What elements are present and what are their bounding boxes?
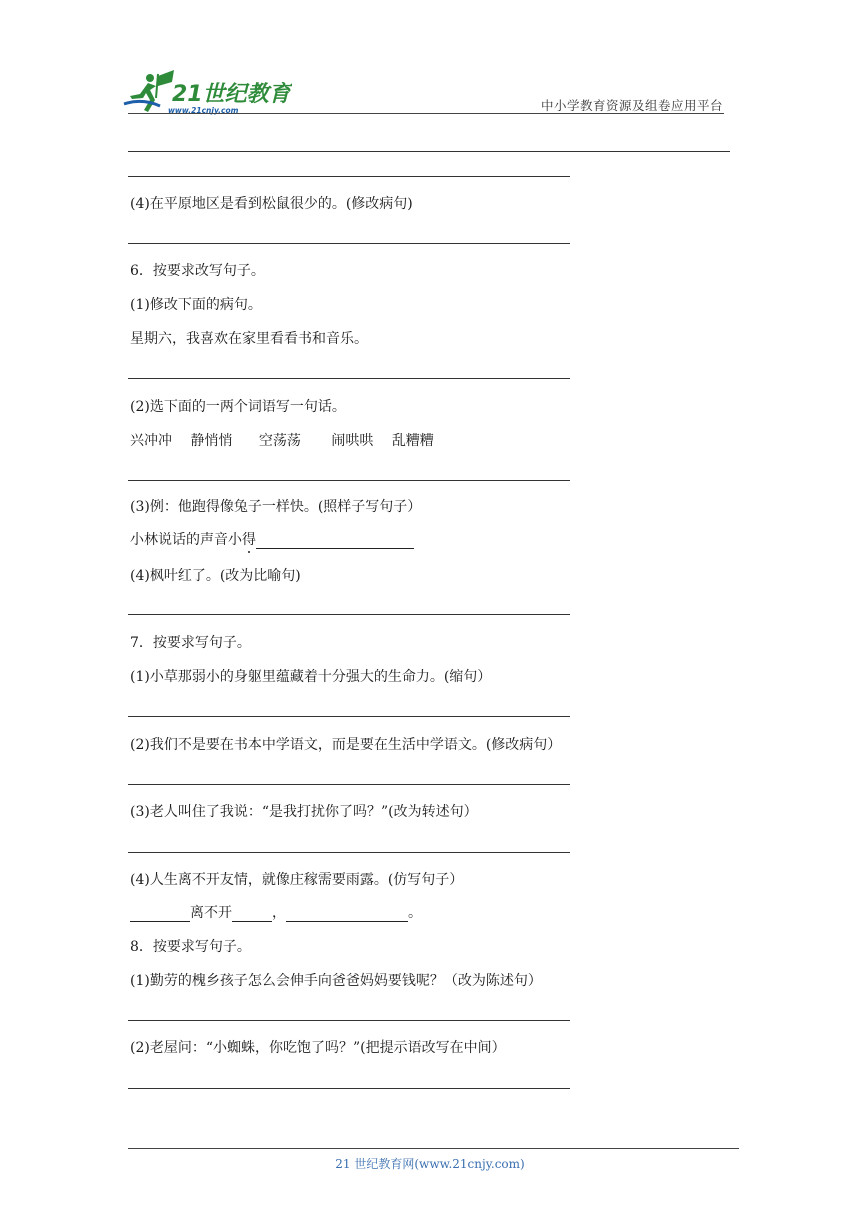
answer-line[interactable] xyxy=(128,1088,570,1089)
answer-line[interactable] xyxy=(128,1020,570,1021)
answer-line[interactable] xyxy=(128,151,730,152)
word-option: 闹哄哄 xyxy=(331,433,374,449)
question-8-1: (1)勤劳的槐乡孩子怎么会伸手向爸爸妈妈要钱呢？（改为陈述句） xyxy=(130,973,542,989)
svg-text:21世纪教育: 21世纪教育 xyxy=(172,82,291,107)
question-7-title: 7．按要求写句子。 xyxy=(130,635,251,651)
question-6-title: 6．按要求改写句子。 xyxy=(130,263,265,279)
fill-blank[interactable] xyxy=(256,534,414,549)
word-option: 静悄悄 xyxy=(190,433,233,449)
word-option: 乱糟糟 xyxy=(391,433,434,449)
question-5-4: (4)在平原地区是看到松鼠很少的。(修改病句) xyxy=(130,196,413,212)
fill-text: 。 xyxy=(408,905,422,921)
answer-line[interactable] xyxy=(128,852,570,853)
footer-divider xyxy=(128,1148,739,1149)
question-6-4: (4)枫叶红了。(改为比喻句) xyxy=(130,568,301,584)
answer-line[interactable] xyxy=(128,243,570,244)
fill-text: 离不开 xyxy=(190,905,232,921)
answer-line[interactable] xyxy=(128,784,570,785)
question-6-1: (1)修改下面的病句。 xyxy=(130,297,262,313)
answer-line[interactable] xyxy=(128,480,570,481)
runner-logo-icon xyxy=(122,68,292,118)
footer-text[interactable]: 21 世纪教育网(www.21cnjy.com) xyxy=(335,1157,525,1171)
question-7-2: (2)我们不是要在书本中学语文，而是要在生活中学语文。(修改病句） xyxy=(130,737,562,753)
fill-blank[interactable] xyxy=(286,907,408,922)
question-6-3: (3)例：他跑得像兔子一样快。(照样子写句子） xyxy=(130,499,422,515)
question-7-4: (4)人生离不开友情，就像庄稼需要雨露。(仿写句子） xyxy=(130,872,464,888)
answer-line[interactable] xyxy=(128,176,570,177)
answer-line[interactable] xyxy=(128,614,570,615)
question-6-3-fill xyxy=(130,531,414,549)
platform-name: 中小学教育资源及组卷应用平台 xyxy=(540,98,723,113)
fill-blank[interactable] xyxy=(130,907,190,922)
answer-line[interactable] xyxy=(128,378,570,379)
word-options xyxy=(130,432,434,450)
question-8-2: (2)老屋问：“小蜘蛛，你吃饱了吗？”(把提示语改写在中间） xyxy=(130,1040,506,1056)
question-6-2: (2)选下面的一两个词语写一句话。 xyxy=(130,399,346,415)
emphasis-dot-char: 得 xyxy=(242,532,256,548)
header-divider xyxy=(128,113,724,114)
question-7-4-fill xyxy=(130,904,422,922)
fill-blank[interactable] xyxy=(232,907,272,922)
question-8-title: 8．按要求写句子。 xyxy=(130,939,251,955)
word-option: 空荡荡 xyxy=(258,433,301,449)
word-option: 兴冲冲 xyxy=(130,433,172,449)
fill-text: ， xyxy=(272,905,286,921)
site-logo xyxy=(122,68,292,118)
question-6-1-sentence: 星期六，我喜欢在家里看看书和音乐。 xyxy=(130,331,368,347)
question-7-3: (3)老人叫住了我说：“是我打扰你了吗？”(改为转述句） xyxy=(130,804,478,820)
question-7-1: (1)小草那弱小的身躯里蕴藏着十分强大的生命力。(缩句） xyxy=(130,669,492,685)
answer-line[interactable] xyxy=(128,716,570,717)
svg-text:www.21cnjy.com: www.21cnjy.com xyxy=(168,106,239,115)
fill-prefix: 小林说话的声音小 xyxy=(130,532,242,548)
